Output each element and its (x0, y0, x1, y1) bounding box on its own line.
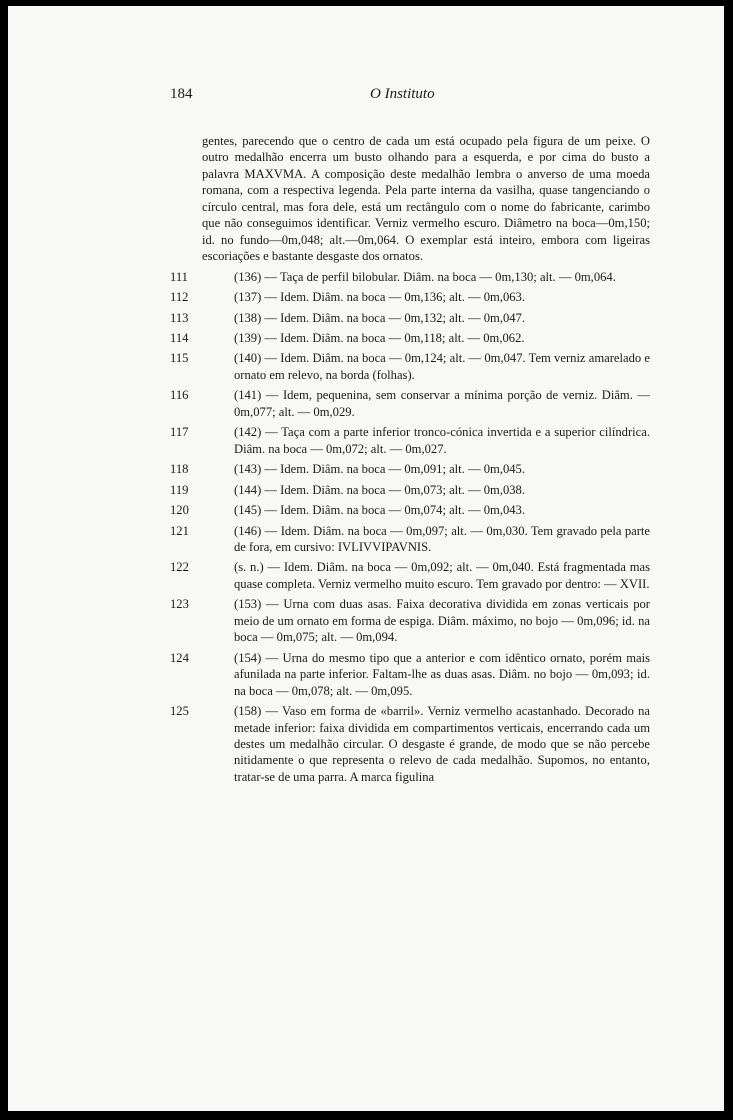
catalog-text (170, 133, 650, 789)
entry-number: 117 (170, 425, 189, 440)
entry-number: 125 (170, 704, 189, 719)
entry-text: (141) — Idem, pequenina, sem conservar a mínima porção de verniz. Diâm. — 0m,077; alt. — 0m,029. (234, 388, 650, 419)
entry-number: 115 (170, 351, 189, 366)
catalog-entry (170, 330, 650, 346)
catalog-entry (170, 482, 650, 498)
entry-number: 112 (170, 290, 189, 305)
catalog-entry (170, 461, 650, 477)
catalog-entry (170, 269, 650, 285)
catalog-entry (170, 703, 650, 785)
entry-text: (s. n.) — Idem. Diâm. na boca — 0m,092; alt. — 0m,040. Está fragmentada mas quase completa. Verniz vermelho muito escuro. Tem gravado por dentro: — XVII. (234, 560, 650, 591)
entry-number: 122 (170, 560, 189, 575)
catalog-entry (170, 350, 650, 383)
entry-text: (154) — Urna do mesmo tipo que a anterior e com idêntico ornato, porém mais afunilada na parte inferior. Faltam-lhe as duas asas. Diâm. no bojo — 0m,093; id. na boca — 0m,078; alt. — 0m,095. (234, 650, 650, 698)
entry-text: (139) — Idem. Diâm. na boca — 0m,118; alt. — 0m,062. (234, 330, 525, 345)
entry-text: (146) — Idem. Diâm. na boca — 0m,097; alt. — 0m,030. Tem gravado pela parte de fora, em cursivo: IVLIVVIPAVNIS. (234, 523, 650, 554)
catalog-entry (170, 502, 650, 518)
entry-text: (143) — Idem. Diâm. na boca — 0m,091; alt. — 0m,045. (234, 462, 526, 477)
entry-number: 121 (170, 523, 189, 538)
page-number: 184 (170, 86, 193, 102)
entry-text: gentes, parecendo que o centro de cada um está ocupado pela figura de um peixe. O outro medalhão encerra um busto olhando para a esquerda, e por cima do busto a palavra MAXVMA. A composição deste medalhão lembra o anverso de uma moeda romana, com a respectiva legenda. Pela parte interna da vasilha, quase tangenciando o círculo central, mas fora dele, está um rectângulo com o nome do fabricante, carimbo que não conseguimos identificar. Verniz vermelho escuro. Diâmetro na boca—0m,150; id. no fundo—0m,048; alt.—0m,064. O exemplar está inteiro, embora com ligeiras escoriações e bastante desgaste dos ornatos. (202, 134, 650, 264)
catalog-entry (170, 310, 650, 326)
running-title: O Instituto (370, 86, 435, 102)
entry-text: (142) — Taça com a parte inferior tronco-cónica invertida e a superior cilíndrica. Diâm. na boca — 0m,072; alt. — 0m,027. (234, 425, 650, 456)
entry-text: (138) — Idem. Diâm. na boca — 0m,132; alt. — 0m,047. (234, 310, 526, 325)
entry-number: 116 (170, 388, 189, 403)
entry-text: (136) — Taça de perfil bilobular. Diâm. na boca — 0m,130; alt. — 0m,064. (234, 269, 616, 284)
entry-number: 118 (170, 462, 189, 477)
entry-text: (144) — Idem. Diâm. na boca — 0m,073; alt. — 0m,038. (234, 482, 526, 497)
catalog-entry (170, 650, 650, 699)
catalog-entry (170, 559, 650, 592)
entry-number: 123 (170, 597, 189, 612)
entry-number: 119 (170, 482, 189, 497)
entry-number: 113 (170, 310, 189, 325)
catalog-entry (170, 523, 650, 556)
catalog-entry-continued (202, 133, 650, 265)
entry-number: 111 (170, 269, 188, 284)
catalog-entry (170, 387, 650, 420)
page-sheet (8, 6, 724, 1111)
entry-number: 114 (170, 330, 189, 345)
catalog-entry (170, 289, 650, 305)
entry-text: (137) — Idem. Diâm. na boca — 0m,136; alt. — 0m,063. (234, 290, 526, 305)
entry-number: 124 (170, 650, 189, 665)
entry-text: (145) — Idem. Diâm. na boca — 0m,074; alt. — 0m,043. (234, 503, 526, 518)
entry-text: (153) — Urna com duas asas. Faixa decorativa dividida em zonas verticais por meio de um ornato em forma de espiga. Diâm. máximo, no bojo — 0m,096; id. na boca — 0m,075; alt. — 0m,094. (234, 597, 650, 645)
catalog-entry (170, 424, 650, 457)
catalog-entry (170, 596, 650, 645)
entry-number: 120 (170, 503, 189, 518)
entry-text: (140) — Idem. Diâm. na boca — 0m,124; alt. — 0m,047. Tem verniz amarelado e ornato em relevo, na borda (folhas). (234, 351, 650, 382)
entry-text: (158) — Vaso em forma de «barril». Verniz vermelho acastanhado. Decorado na metade inferior: faixa dividida em compartimentos verticais, encerrando cada um destes um medalhão circular. O desgaste é grande, de modo que se não percebe nitidamente o que representa o relevo de cada medalhão. Supomos, no entanto, tratar-se de uma parra. A marca figulina (234, 704, 650, 784)
